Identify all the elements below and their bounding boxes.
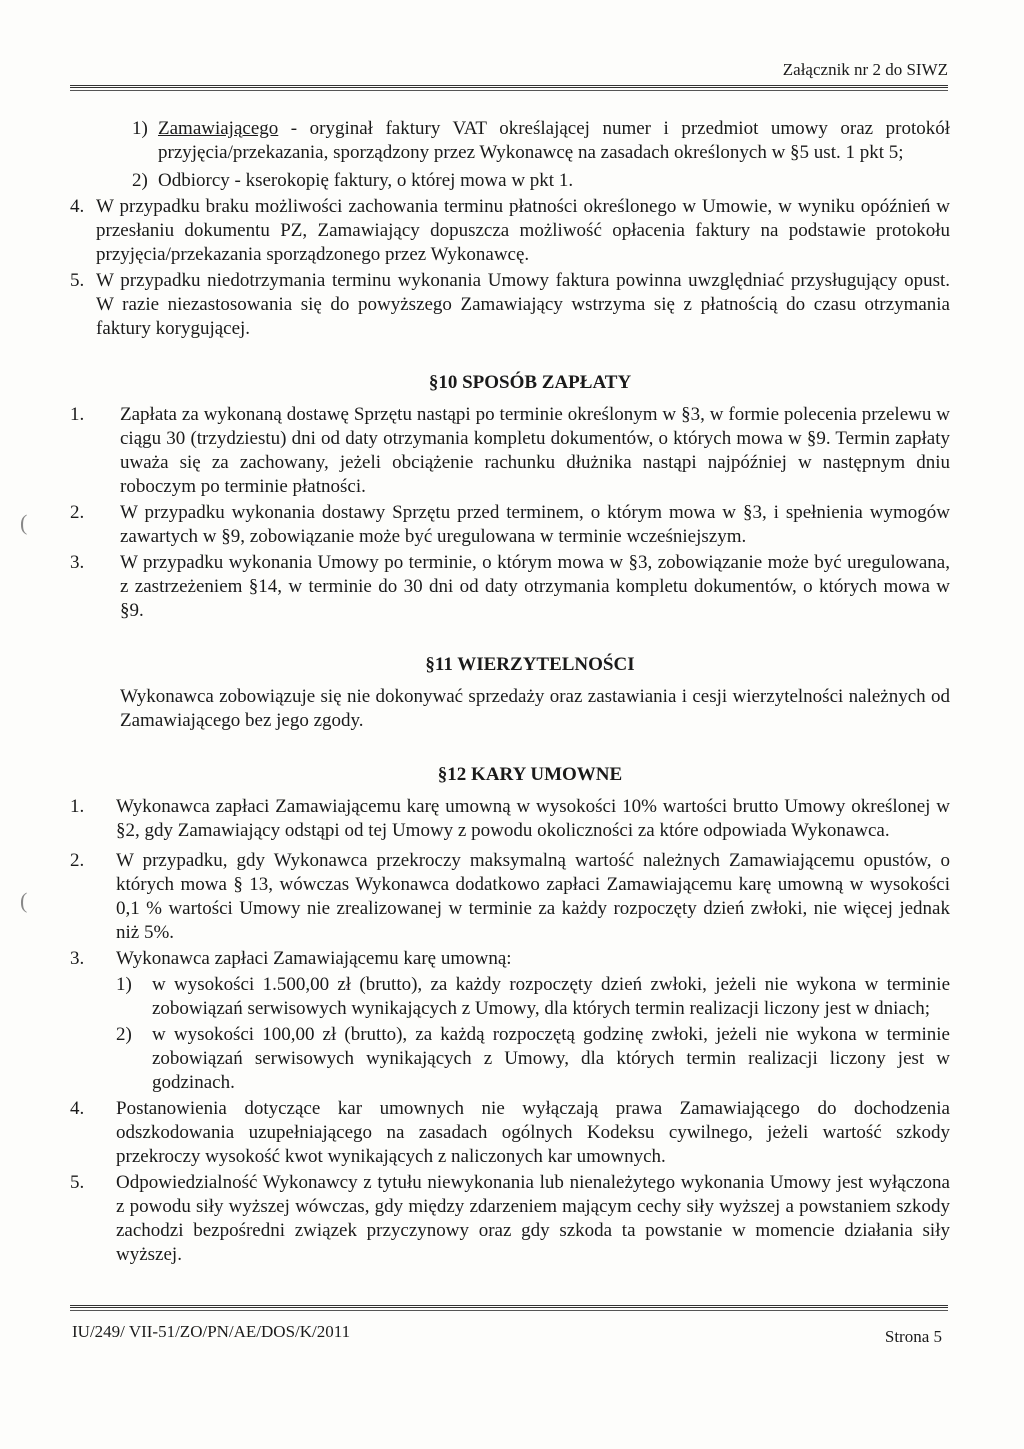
page-number: Strona 5 bbox=[884, 1327, 942, 1346]
list-item bbox=[70, 1097, 950, 1169]
item-number: 4. bbox=[70, 1098, 85, 1119]
item-text: w wysokości 100,00 zł (brutto), za każdą rozpoczętą godzinę zwłoki, jeżeli nie wykona w terminie zobowiązań serwisowych wynikających z Umowy, dla których termin realizacji liczony jest w godzinach. bbox=[152, 1024, 950, 1093]
section-heading: §10 SPOSÓB ZAPŁATY bbox=[428, 372, 632, 393]
section-heading: §11 WIERZYTELNOŚCI bbox=[425, 654, 635, 675]
item-number: 2. bbox=[70, 502, 85, 523]
document-reference: IU/249/ VII-51/ZO/PN/AE/DOS/K/2011 bbox=[72, 1322, 351, 1341]
item-text: Zapłata za wykonaną dostawę Sprzętu nastąpi po terminie określonym w §3, w formie polecenia przelewu w ciągu 30 (trzydziestu) dni od daty otrzymania kompletu dokumentów, o których mowa w §9. Termin zapłaty uważa się za zachowany, jeżeli obciążenie rachunku dłużnika nastąpi najpóźniej w następnym dniu roboczym po terminie płatności. bbox=[120, 404, 950, 497]
item-text: W przypadku, gdy Wykonawca przekroczy maksymalną wartość należnych Zamawiającemu opustów, o których mowa § 13, wówczas Wykonawca dodatkowo zapłaci Zamawiającemu karę umowną w wysokości 0,1 % wartości Umowy nie zrealizowanej w terminie za każdy rozpoczęty dzień zwłoki, nie więcej jednak niż 5%. bbox=[116, 850, 950, 943]
item-number: 1. bbox=[70, 404, 85, 425]
underlined-term: Zamawiającego bbox=[158, 118, 279, 139]
section-heading: §12 KARY UMOWNE bbox=[437, 764, 623, 785]
item-number: 2. bbox=[70, 850, 85, 871]
item-number: 1) bbox=[116, 974, 132, 995]
item-number: 2) bbox=[132, 170, 148, 191]
margin-mark: ( bbox=[20, 510, 28, 535]
list-item bbox=[70, 117, 950, 165]
document-body bbox=[70, 117, 950, 1267]
item-text bbox=[158, 117, 950, 165]
list-item bbox=[70, 551, 950, 623]
item-text: W przypadku wykonania dostawy Sprzętu przed terminem, o którym mowa w §3, i spełnienia wymogów zawartych w §9, zobowiązanie może być uregulowana w terminie wcześniejszym. bbox=[120, 502, 950, 547]
item-number: 1) bbox=[132, 118, 148, 139]
list-item bbox=[70, 169, 950, 193]
list-item bbox=[70, 501, 950, 549]
list-item bbox=[70, 1171, 950, 1267]
list-item bbox=[70, 1023, 950, 1095]
item-number: 5. bbox=[70, 1172, 85, 1193]
item-text: Wykonawca zapłaci Zamawiającemu karę umowną w wysokości 10% wartości brutto Umowy określonej w §2, gdy Zamawiający odstąpi od tej Umowy z powodu okoliczności za które odpowiada Wykonawca. bbox=[116, 796, 950, 841]
list-item bbox=[70, 195, 950, 267]
item-text: Odpowiedzialność Wykonawcy z tytułu niewykonania lub nienależytego wykonania Umowy jest wyłączona z powodu siły wyższej wówczas, gdy między zdarzeniem mającym cechy siły wyższej a powstaniem szkody zachodzi bezpośredni związek przyczynowy oraz gdy szkoda ta powstanie w momencie działania siły wyższej. bbox=[116, 1172, 950, 1265]
header-rule bbox=[70, 85, 948, 91]
item-number: 5. bbox=[70, 270, 85, 291]
item-text: Odbiorcy - kserokopię faktury, o której mowa w pkt 1. bbox=[158, 170, 574, 191]
item-text: W przypadku wykonania Umowy po terminie, o którym mowa w §3, zobowiązanie może być uregulowana, z zastrzeżeniem §14, w terminie do 30 dni od daty otrzymania kompletu dokumentów, o których mowa w §9. bbox=[120, 552, 950, 621]
item-number: 3. bbox=[70, 948, 85, 969]
list-item bbox=[70, 795, 950, 843]
item-text: w wysokości 1.500,00 zł (brutto), za każdy rozpoczęty dzień zwłoki, jeżeli nie wykona w terminie zobowiązań serwisowych wynikających z Umowy, dla których termin realizacji liczony jest w dniach; bbox=[152, 974, 950, 1019]
attachment-label: Załącznik nr 2 do SIWZ bbox=[782, 60, 948, 79]
item-text-rest: - oryginał faktury VAT określającej numer i przedmiot umowy oraz protokół przyjęcia/przekazania, sporządzony przez Wykonawcę na zasadach określonych w §5 ust. 1 pkt 5; bbox=[158, 118, 950, 163]
list-item bbox=[70, 947, 950, 971]
margin-mark: ( bbox=[20, 888, 28, 913]
item-number: 3. bbox=[70, 552, 85, 573]
item-text: Postanowienia dotyczące kar umownych nie wyłączają prawa Zamawiającego do dochodzenia odszkodowania uzupełniającego na zasadach ogólnych Kodeksu cywilnego, jeżeli wartość szkody przekroczy wysokość kwot wynikających z naliczonych kar umownych. bbox=[116, 1098, 950, 1167]
list-item bbox=[70, 403, 950, 499]
item-number: 4. bbox=[70, 196, 85, 217]
item-number: 2) bbox=[116, 1024, 132, 1045]
item-number: 1. bbox=[70, 796, 85, 817]
list-item bbox=[70, 973, 950, 1021]
footer-rule bbox=[70, 1305, 948, 1311]
list-item bbox=[70, 849, 950, 945]
item-text: W przypadku niedotrzymania terminu wykonania Umowy faktura powinna uwzględniać przysługujący opust. W razie niezastosowania się do powyższego Zamawiający wstrzyma się z płatnością do czasu otrzymania faktury korygującej. bbox=[96, 270, 950, 339]
item-text: W przypadku braku możliwości zachowania terminu płatności określonego w Umowie, w wyniku opóźnień w przesłaniu dokumentu PZ, Zamawiający dopuszcza możliwość opłacenia faktury na podstawie protokołu przyjęcia/przekazania sporządzonego przez Wykonawcę. bbox=[96, 196, 950, 265]
item-text: Wykonawca zapłaci Zamawiającemu karę umowną: bbox=[116, 948, 512, 969]
list-item bbox=[70, 269, 950, 341]
paragraph: Wykonawca zobowiązuje się nie dokonywać sprzedaży oraz zastawiania i cesji wierzytelności należnych od Zamawiającego bez jego zgody. bbox=[120, 686, 950, 731]
